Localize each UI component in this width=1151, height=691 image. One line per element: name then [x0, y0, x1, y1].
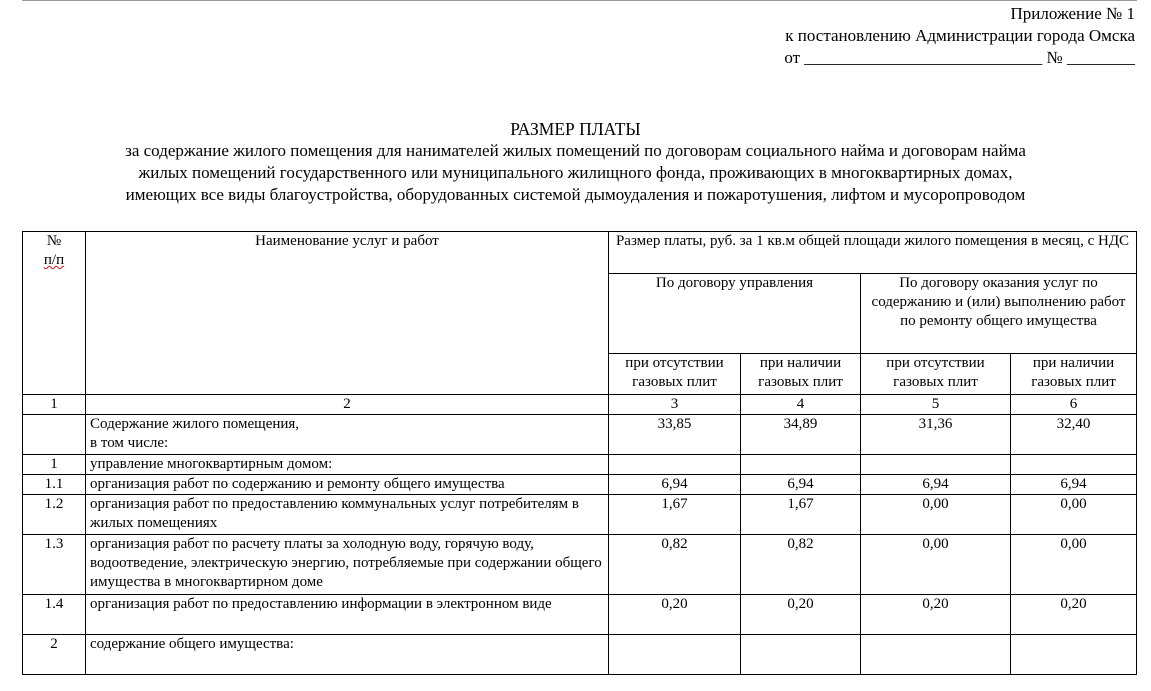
value-with-gas-mgmt	[741, 635, 861, 675]
value-with-gas-service	[1011, 455, 1137, 475]
header-name: Наименование услуг и работ	[86, 232, 609, 395]
value-with-gas-mgmt: 34,89	[741, 415, 861, 455]
table-row	[23, 415, 1137, 455]
value-no-gas-service: 0,00	[861, 495, 1011, 535]
table-row	[23, 635, 1137, 675]
value-with-gas-mgmt: 0,20	[741, 595, 861, 635]
row-name: организация работ по расчету платы за холодную воду, горячую воду, водоотведение, электрическую энергию, потребляемые при содержании общего имущества в многоквартирном доме	[86, 535, 609, 595]
value-with-gas-mgmt	[741, 455, 861, 475]
col-num-1: 1	[23, 395, 86, 415]
top-divider	[22, 0, 1137, 1]
value-with-gas-service: 6,94	[1011, 475, 1137, 495]
header-num: №	[46, 233, 62, 249]
row-name: содержание общего имущества:	[86, 635, 609, 675]
col-num-5: 5	[861, 395, 1011, 415]
row-num: 1.1	[23, 475, 86, 495]
value-no-gas-mgmt	[609, 455, 741, 475]
title-line-1: за содержание жилого помещения для нанимателей жилых помещений по договорам социального найма и договорам найма	[125, 141, 1026, 160]
value-no-gas-mgmt: 6,94	[609, 475, 741, 495]
value-no-gas-mgmt: 0,82	[609, 535, 741, 595]
row-num: 1.2	[23, 495, 86, 535]
header-fee-group: Размер платы, руб. за 1 кв.м общей площади жилого помещения в месяц, с НДС	[609, 232, 1137, 274]
fee-table	[22, 231, 1137, 675]
row-num: 1.3	[23, 535, 86, 595]
value-no-gas-service: 31,36	[861, 415, 1011, 455]
header-row-1	[23, 232, 1137, 274]
col-num-2: 2	[86, 395, 609, 415]
header-num-cell	[23, 232, 86, 395]
header-contract-service: По договору оказания услуг по содержанию и (или) выполнению работ по ремонту общего имущества	[861, 274, 1137, 354]
row-name	[86, 415, 609, 455]
document-title	[0, 118, 1151, 206]
value-no-gas-mgmt: 1,67	[609, 495, 741, 535]
row-num: 1	[23, 455, 86, 475]
appendix-line-1: Приложение № 1	[1010, 4, 1135, 23]
value-with-gas-mgmt: 6,94	[741, 475, 861, 495]
table-row	[23, 535, 1137, 595]
header-no-gas-mgmt: при отсутствии газовых плит	[609, 354, 741, 395]
row-num	[23, 415, 86, 455]
appendix-line-3: от ____________________________ № ________	[784, 48, 1135, 67]
table-row	[23, 495, 1137, 535]
col-num-6: 6	[1011, 395, 1137, 415]
row-name: организация работ по содержанию и ремонту общего имущества	[86, 475, 609, 495]
header-contract-management: По договору управления	[609, 274, 861, 354]
row-name: организация работ по предоставлению информации в электронном виде	[86, 595, 609, 635]
title-heading: РАЗМЕР ПЛАТЫ	[510, 119, 641, 139]
value-no-gas-service: 6,94	[861, 475, 1011, 495]
value-no-gas-mgmt: 0,20	[609, 595, 741, 635]
title-line-3: имеющих все виды благоустройства, оборудованных системой дымоудаления и пожаротушения, лифтом и мусоропроводом	[125, 185, 1026, 204]
header-no-gas-service: при отсутствии газовых плит	[861, 354, 1011, 395]
row-num: 1.4	[23, 595, 86, 635]
value-with-gas-service: 0,20	[1011, 595, 1137, 635]
value-no-gas-service: 0,00	[861, 535, 1011, 595]
table-row	[23, 595, 1137, 635]
header-num-pp: п/п	[43, 252, 65, 268]
row-name-line-2: в том числе:	[90, 435, 169, 451]
col-num-3: 3	[609, 395, 741, 415]
value-no-gas-mgmt	[609, 635, 741, 675]
header-with-gas-service: при наличии газовых плит	[1011, 354, 1137, 395]
value-no-gas-service	[861, 455, 1011, 475]
table-row	[23, 475, 1137, 495]
row-name-line-1: Содержание жилого помещения,	[90, 416, 300, 432]
column-number-row	[23, 395, 1137, 415]
appendix-header	[784, 3, 1135, 69]
table-row	[23, 455, 1137, 475]
title-line-2: жилых помещений государственного или муниципального жилищного фонда, проживающих в многоквартирных домах,	[138, 163, 1013, 182]
value-no-gas-service	[861, 635, 1011, 675]
value-with-gas-mgmt: 1,67	[741, 495, 861, 535]
row-name: организация работ по предоставлению коммунальных услуг потребителям в жилых помещениях	[86, 495, 609, 535]
row-name: управление многоквартирным домом:	[86, 455, 609, 475]
value-with-gas-service: 0,00	[1011, 535, 1137, 595]
header-with-gas-mgmt: при наличии газовых плит	[741, 354, 861, 395]
appendix-line-2: к постановлению Администрации города Омска	[785, 26, 1135, 45]
value-with-gas-service	[1011, 635, 1137, 675]
col-num-4: 4	[741, 395, 861, 415]
value-with-gas-service: 0,00	[1011, 495, 1137, 535]
value-no-gas-mgmt: 33,85	[609, 415, 741, 455]
value-with-gas-service: 32,40	[1011, 415, 1137, 455]
value-with-gas-mgmt: 0,82	[741, 535, 861, 595]
value-no-gas-service: 0,20	[861, 595, 1011, 635]
row-num: 2	[23, 635, 86, 675]
